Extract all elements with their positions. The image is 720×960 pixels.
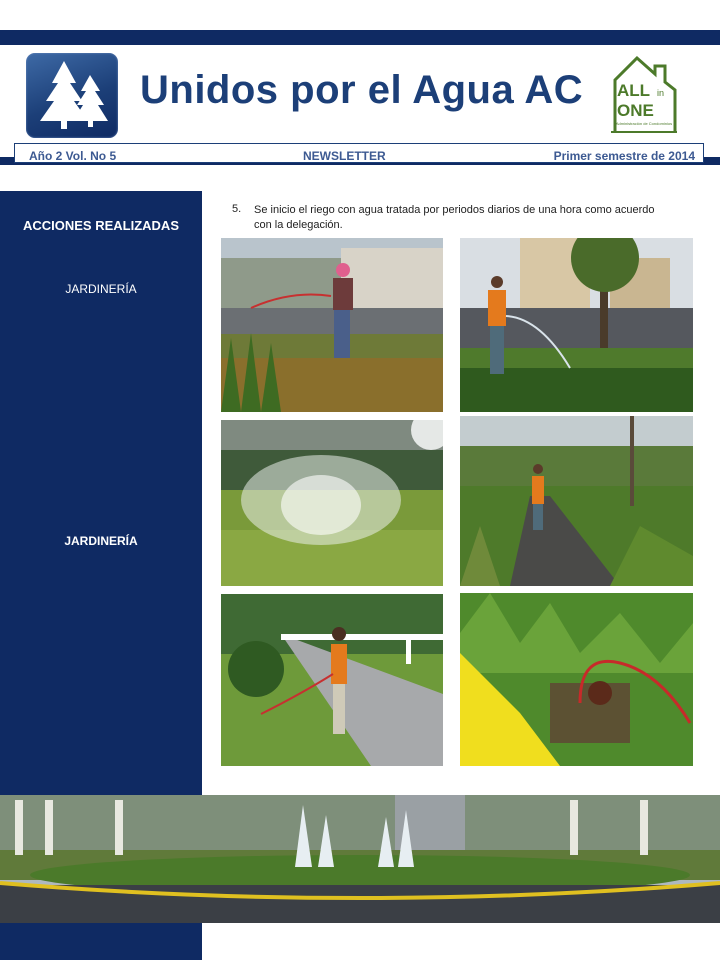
allone-subtitle: Administración de Condominios (615, 121, 673, 126)
pine-trees-logo-icon (26, 53, 118, 138)
issue-label: Año 2 Vol. No 5 (29, 149, 117, 163)
fountain-roundabout-photo (0, 795, 720, 923)
photo-man-on-sidewalk (221, 594, 443, 766)
sidebar-heading: ACCIONES REALIZADAS (22, 218, 179, 233)
photo-woman-on-path (460, 416, 693, 586)
photo-woman-watering (221, 238, 443, 412)
photo-sprinkler (221, 420, 443, 586)
sidebar-section-label: JARDINERÍA (65, 282, 137, 296)
item-number: 5. (232, 203, 242, 215)
house-outline-logo-icon (607, 52, 681, 136)
newsletter-label: NEWSLETTER (303, 149, 386, 163)
sidebar-section-label-bold: JARDINERÍA (64, 534, 138, 548)
item-description: Se inicio el riego con agua tratada por periodos diarios de una hora como acuerdo con la delegación. (254, 204, 655, 231)
allone-one: ONE (617, 101, 654, 120)
info-bar (14, 143, 704, 163)
photo-man-watering-median (460, 238, 693, 412)
newsletter-title: Unidos por el Agua AC (140, 68, 584, 112)
period-label: Primer semestre de 2014 (553, 149, 695, 163)
allone-in: in (657, 88, 665, 98)
allone-all: ALL (617, 81, 651, 100)
top-navy-bar (0, 30, 720, 45)
photo-valve-hose (460, 593, 693, 766)
